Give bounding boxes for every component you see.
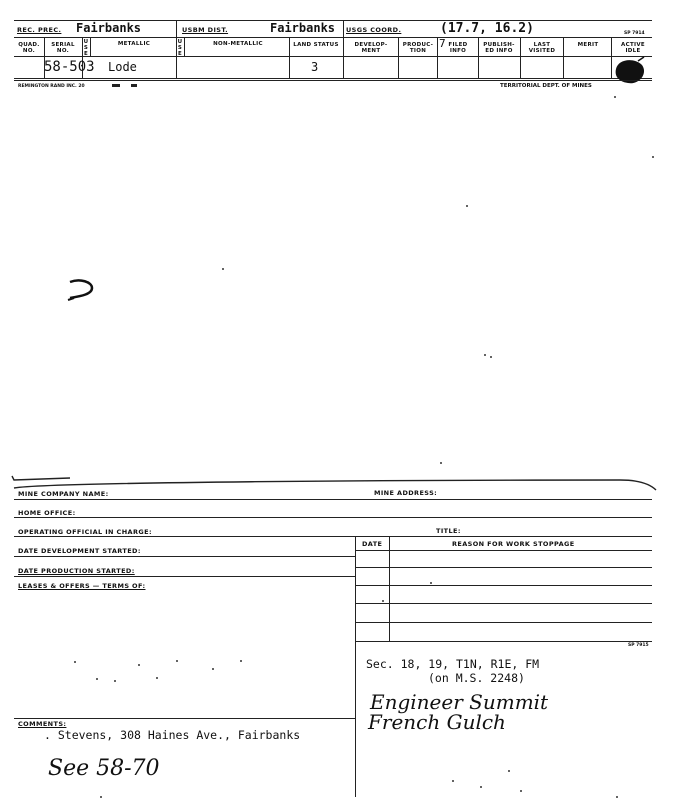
location-line1: Sec. 18, 19, T1N, R1E, FM	[366, 657, 540, 671]
operating-official-label: OPERATING OFFICIAL IN CHARGE:	[18, 528, 152, 536]
col-use-1: U S E	[83, 39, 89, 57]
col-use-2: U S E	[177, 39, 183, 57]
prod-started-label: DATE PRODUCTION STARTED:	[18, 567, 135, 575]
usgs-coord-label: USGS COORD.	[346, 26, 402, 34]
rec-prec-value: Fairbanks	[76, 21, 142, 35]
stray-hook-mark	[64, 276, 98, 304]
col-metallic: METALLIC	[117, 41, 151, 47]
usgs-coord-value: (17.7, 16.2)	[440, 21, 534, 36]
home-office-label: HOME OFFICE:	[18, 509, 76, 517]
comments-label: COMMENTS:	[18, 720, 67, 728]
location-line2: (on M.S. 2248)	[428, 671, 525, 685]
col-non-metallic: NON-METALLIC	[213, 41, 263, 47]
usbm-dist-label: USBM DIST.	[182, 26, 229, 34]
dev-started-label: DATE DEVELOPMENT STARTED:	[18, 547, 141, 555]
record-metallic: Lode	[108, 60, 137, 74]
handwritten-line1: Engineer Summit	[370, 690, 549, 714]
footer-marks-2	[131, 84, 137, 87]
comments-value: . Stevens, 308 Haines Ave., Fairbanks	[44, 728, 301, 742]
col-serial-no: SERIAL NO.	[51, 42, 75, 54]
col-production: PRODUC- TION	[402, 42, 434, 54]
col-filed-info: FILED INFO	[448, 42, 468, 54]
leases-label: LEASES & OFFERS — TERMS OF:	[18, 582, 146, 590]
record-land-status: 3	[311, 60, 319, 74]
rec-prec-label: REC. PREC.	[17, 26, 62, 34]
col-development: DEVELOP- MENT	[354, 42, 388, 54]
handwritten-ref: See 58-70	[48, 756, 160, 781]
form-number-top: SP 7914	[624, 31, 645, 36]
date-header: DATE	[362, 540, 383, 548]
footer-right: TERRITORIAL DEPT. OF MINES	[500, 83, 592, 89]
footer-marks	[112, 84, 120, 87]
col-published-info: PUBLISH- ED INFO	[483, 42, 515, 54]
col-active-idle: ACTIVE IDLE	[621, 42, 645, 54]
col-land-status: LAND STATUS	[293, 42, 339, 48]
record-filed-info: 7	[439, 37, 446, 50]
record-serial: 58-503	[44, 59, 95, 75]
handwritten-line2: French Gulch	[368, 710, 506, 734]
mine-address-label: MINE ADDRESS:	[374, 489, 438, 497]
col-quad-no: QUAD. NO.	[18, 42, 40, 54]
mine-company-label: MINE COMPANY NAME:	[18, 490, 109, 498]
col-merit: MERIT	[577, 42, 599, 48]
usbm-dist-value: Fairbanks	[270, 21, 336, 35]
ink-blot	[612, 55, 648, 87]
col-last-visited: LAST VISITED	[528, 42, 556, 54]
form-number-bottom: SP 7915	[628, 643, 649, 648]
footer-left: REMINGTON RAND INC. 20	[18, 84, 85, 89]
title-label: TITLE:	[436, 527, 461, 535]
reason-header: REASON FOR WORK STOPPAGE	[452, 540, 575, 548]
